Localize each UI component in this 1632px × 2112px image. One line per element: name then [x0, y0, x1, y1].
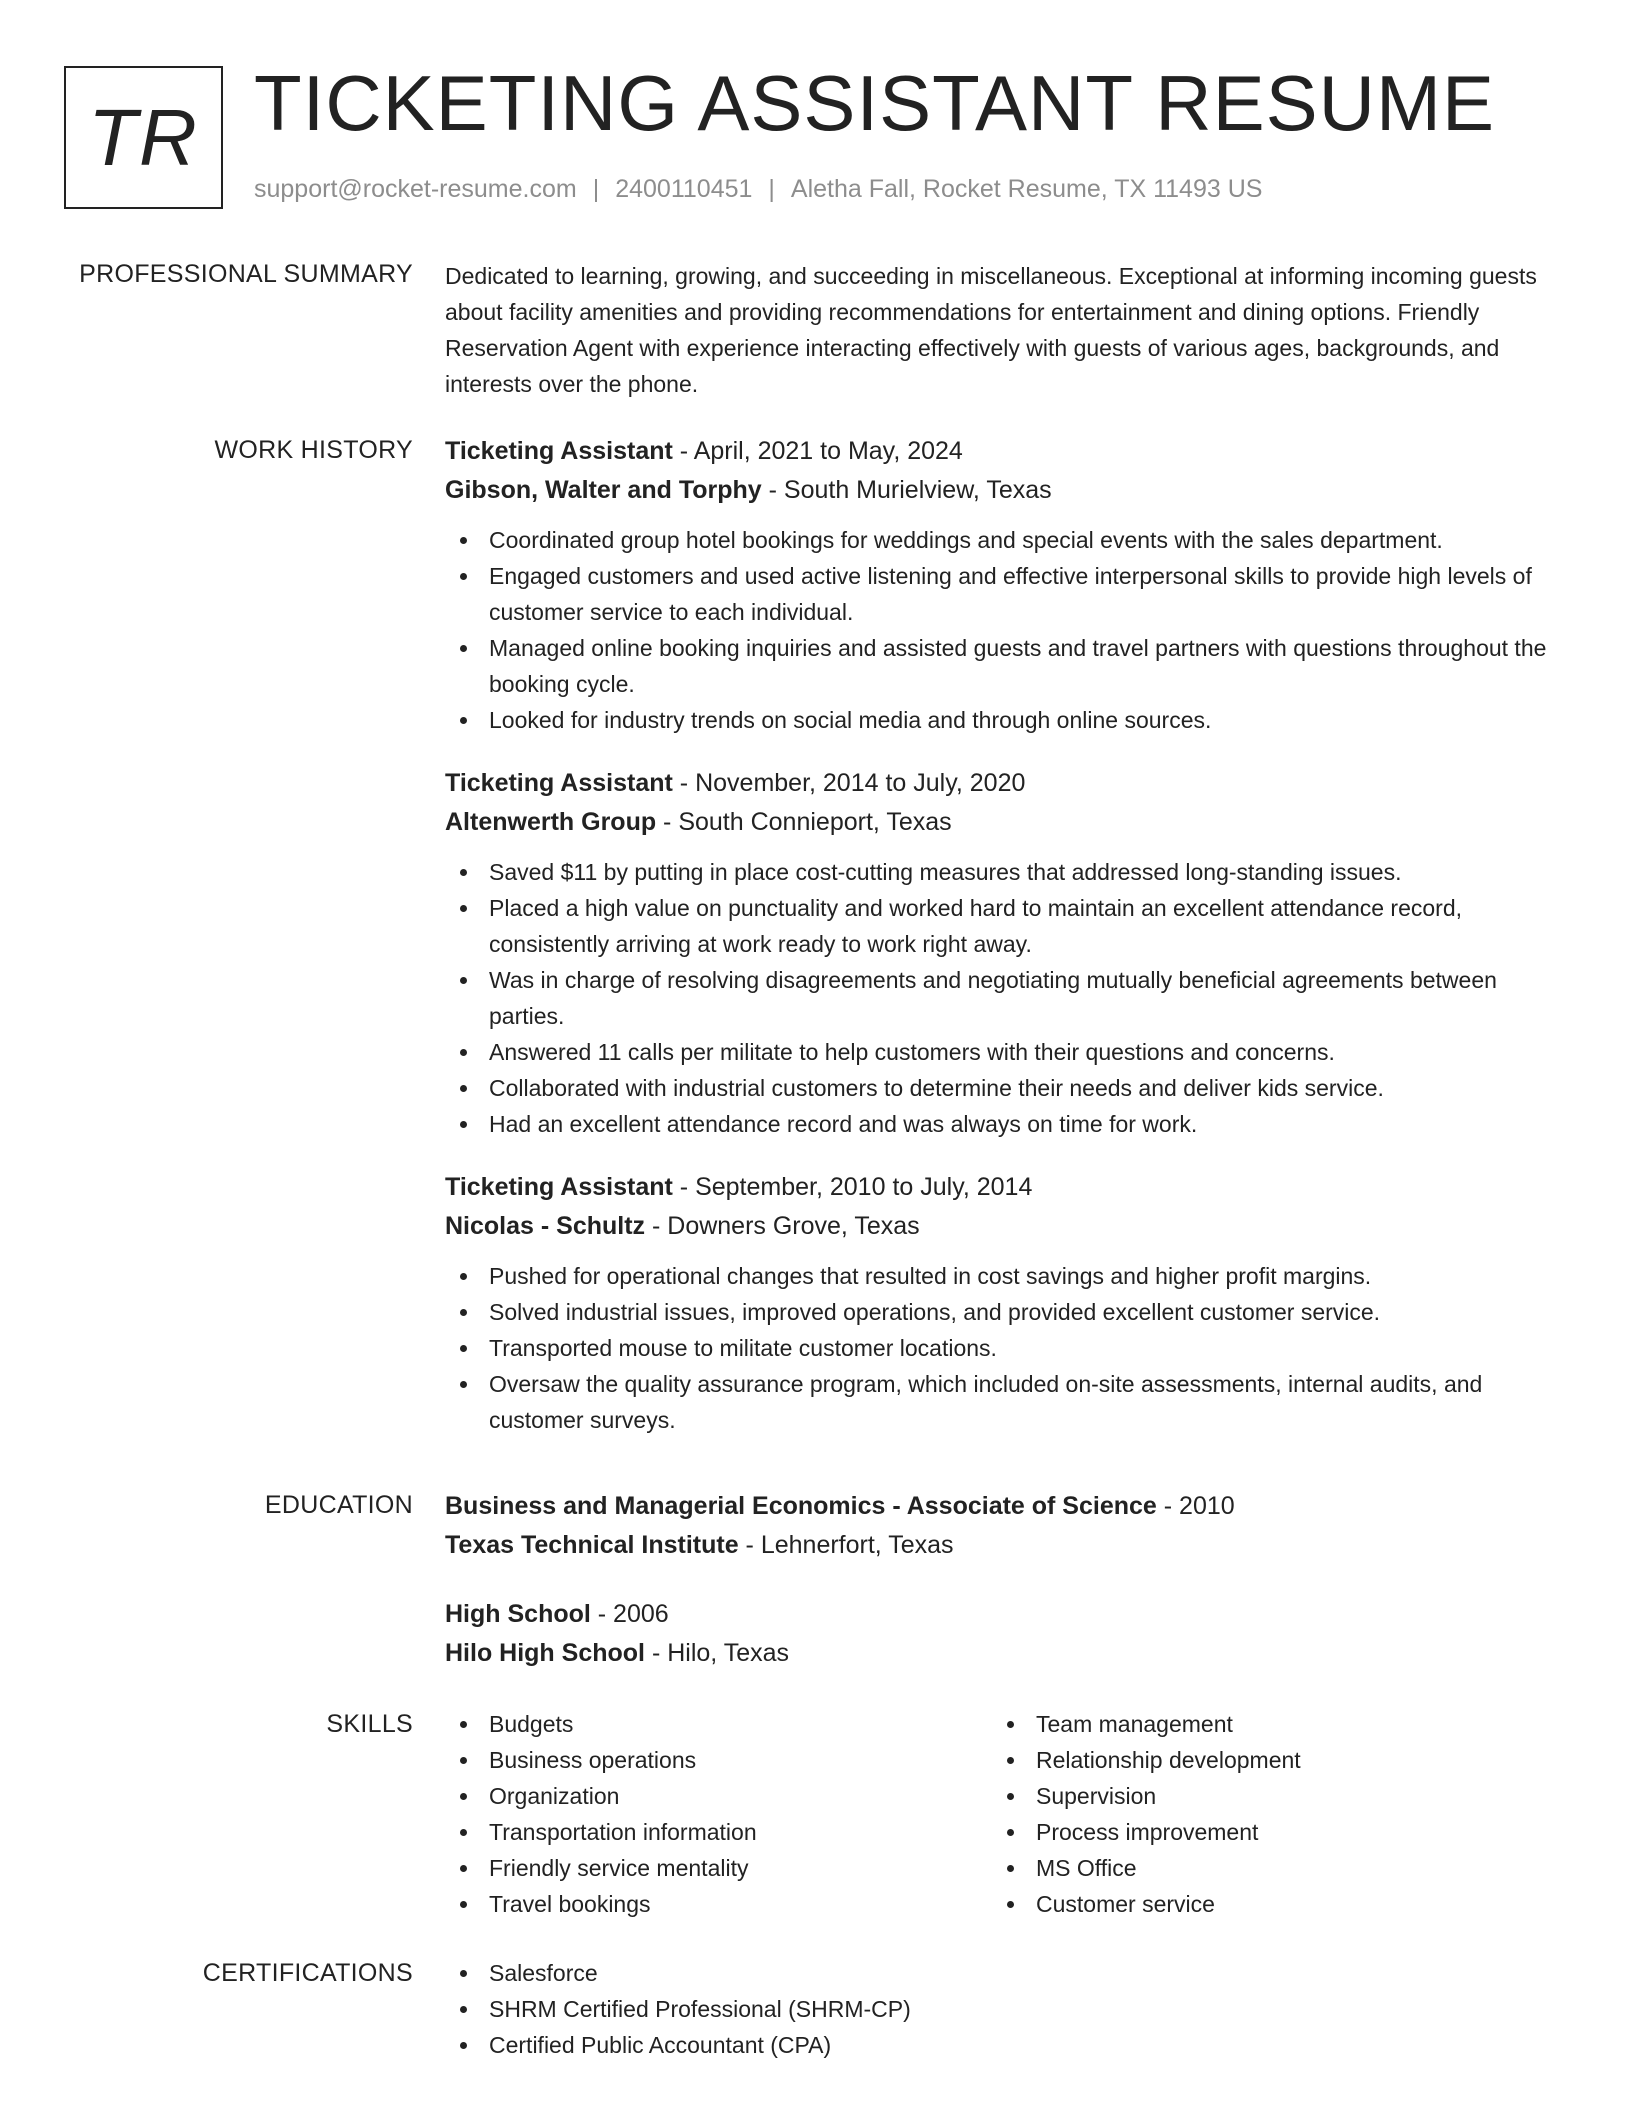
education-degree-line	[445, 1595, 1565, 1634]
skill-item: Process improvement	[992, 1814, 1539, 1850]
education-degree: High School	[445, 1600, 591, 1628]
job-bullet: Pushed for operational changes that resulted in cost savings and higher profit margins.	[445, 1258, 1565, 1294]
resume-title: TICKETING ASSISTANT RESUME	[254, 59, 1495, 147]
education-school-line	[445, 1634, 1565, 1673]
skill-item: Business operations	[445, 1742, 992, 1778]
contact-separator: |	[768, 175, 775, 203]
job-bullet: Was in charge of resolving disagreements and negotiating mutually beneficial agreements between parties.	[445, 962, 1565, 1034]
job-title: Ticketing Assistant	[445, 769, 673, 797]
skill-item: Relationship development	[992, 1742, 1539, 1778]
summary-text: Dedicated to learning, growing, and succeeding in miscellaneous. Exceptional at informing incoming guests about facility amenities and providing recommendations for entertainment and dining options. Friendly Reservation Agent with experience interacting effectively with guests of various ages, backgrounds, and interests over the phone.	[445, 263, 1537, 397]
skills-list-right	[992, 1706, 1539, 1922]
education-degree: Business and Managerial Economics - Associate of Science	[445, 1492, 1157, 1520]
job-dates: - September, 2010 to July, 2014	[672, 1173, 1033, 1201]
job-bullet: Transported mouse to militate customer locations.	[445, 1330, 1565, 1366]
job-entry	[445, 764, 1565, 1142]
job-title-line	[445, 432, 1565, 471]
job-bullet: Placed a high value on punctuality and worked hard to maintain an excellent attendance record, consistently arriving at work ready to work right away.	[445, 890, 1565, 962]
job-title-line	[445, 764, 1565, 803]
job-bullet: Solved industrial issues, improved operations, and provided excellent customer service.	[445, 1294, 1565, 1330]
job-bullet: Coordinated group hotel bookings for weddings and special events with the sales department.	[445, 522, 1565, 558]
skill-item: MS Office	[992, 1850, 1539, 1886]
skill-item: Friendly service mentality	[445, 1850, 992, 1886]
education-school: Hilo High School	[445, 1639, 645, 1667]
section-label-skills: SKILLS	[326, 1710, 413, 1738]
job-title: Ticketing Assistant	[445, 437, 673, 465]
contact-line	[254, 175, 1262, 204]
job-bullet: Collaborated with industrial customers to determine their needs and deliver kids service.	[445, 1070, 1565, 1106]
skills-columns	[445, 1706, 1565, 1922]
job-company: Nicolas - Schultz	[445, 1212, 646, 1240]
skill-item: Team management	[992, 1706, 1539, 1742]
skill-item: Organization	[445, 1778, 992, 1814]
skill-item: Travel bookings	[445, 1886, 992, 1922]
education-degree-line	[445, 1487, 1565, 1526]
job-entry	[445, 432, 1565, 738]
job-entry	[445, 1168, 1565, 1438]
skill-item: Supervision	[992, 1778, 1539, 1814]
job-bullet: Oversaw the quality assurance program, which included on-site assessments, internal audits, and customer surveys.	[445, 1366, 1565, 1438]
job-dates: - April, 2021 to May, 2024	[672, 437, 963, 465]
skill-item: Budgets	[445, 1706, 992, 1742]
job-dates: - November, 2014 to July, 2020	[672, 769, 1026, 797]
job-bullet: Answered 11 calls per militate to help customers with their questions and concerns.	[445, 1034, 1565, 1070]
skills-list-left	[445, 1706, 992, 1922]
section-label-certifications: CERTIFICATIONS	[202, 1959, 413, 1987]
contact-separator: |	[592, 175, 600, 203]
education-year: - 2010	[1156, 1492, 1235, 1520]
job-location: - Downers Grove, Texas	[645, 1212, 920, 1240]
job-bullet: Looked for industry trends on social media and through online sources.	[445, 702, 1565, 738]
certification-item: Certified Public Accountant (CPA)	[445, 2027, 1565, 2063]
job-title: Ticketing Assistant	[445, 1173, 673, 1201]
job-bullet-list	[445, 854, 1565, 1142]
skill-item: Transportation information	[445, 1814, 992, 1850]
job-location: - South Murielview, Texas	[761, 476, 1052, 504]
section-label-work-history: WORK HISTORY	[214, 436, 413, 464]
job-company-line	[445, 803, 1565, 842]
job-bullet: Managed online booking inquiries and assisted guests and travel partners with questions throughout the booking cycle.	[445, 630, 1565, 702]
job-bullet: Saved $11 by putting in place cost-cutting measures that addressed long-standing issues.	[445, 854, 1565, 890]
certifications-body	[445, 1955, 1565, 2063]
skills-body	[445, 1706, 1565, 1922]
contact-email[interactable]: support@rocket-resume.com	[254, 175, 577, 203]
section-label-education: EDUCATION	[264, 1491, 413, 1519]
certification-item: Salesforce	[445, 1955, 1565, 1991]
education-entry	[445, 1487, 1565, 1565]
monogram-box	[64, 66, 223, 209]
monogram-text: TR	[88, 92, 199, 182]
job-title-line	[445, 1168, 1565, 1207]
job-bullet: Engaged customers and used active listening and effective interpersonal skills to provide high levels of customer service to each individual.	[445, 558, 1565, 630]
job-company-line	[445, 1207, 1565, 1246]
skill-item: Customer service	[992, 1886, 1539, 1922]
job-location: - South Connieport, Texas	[656, 808, 952, 836]
education-year: - 2006	[590, 1600, 669, 1628]
education-school: Texas Technical Institute	[445, 1531, 739, 1559]
contact-address: Aletha Fall, Rocket Resume, TX 11493 US	[790, 175, 1263, 203]
education-school-line	[445, 1526, 1565, 1565]
education-body	[445, 1487, 1565, 1699]
job-bullet-list	[445, 1258, 1565, 1438]
job-bullet: Had an excellent attendance record and was always on time for work.	[445, 1106, 1565, 1142]
job-bullet-list	[445, 522, 1565, 738]
work-history-body	[445, 432, 1565, 1464]
job-company: Gibson, Walter and Torphy	[445, 476, 762, 504]
certifications-list	[445, 1955, 1565, 2063]
summary-body	[445, 258, 1565, 402]
education-location: - Lehnerfort, Texas	[738, 1531, 954, 1559]
education-entry	[445, 1595, 1565, 1673]
job-company-line	[445, 471, 1565, 510]
education-location: - Hilo, Texas	[645, 1639, 790, 1667]
contact-phone[interactable]: 2400110451	[615, 175, 753, 203]
job-company: Altenwerth Group	[445, 808, 657, 836]
section-label-summary: PROFESSIONAL SUMMARY	[79, 260, 413, 288]
certification-item: SHRM Certified Professional (SHRM-CP)	[445, 1991, 1565, 2027]
